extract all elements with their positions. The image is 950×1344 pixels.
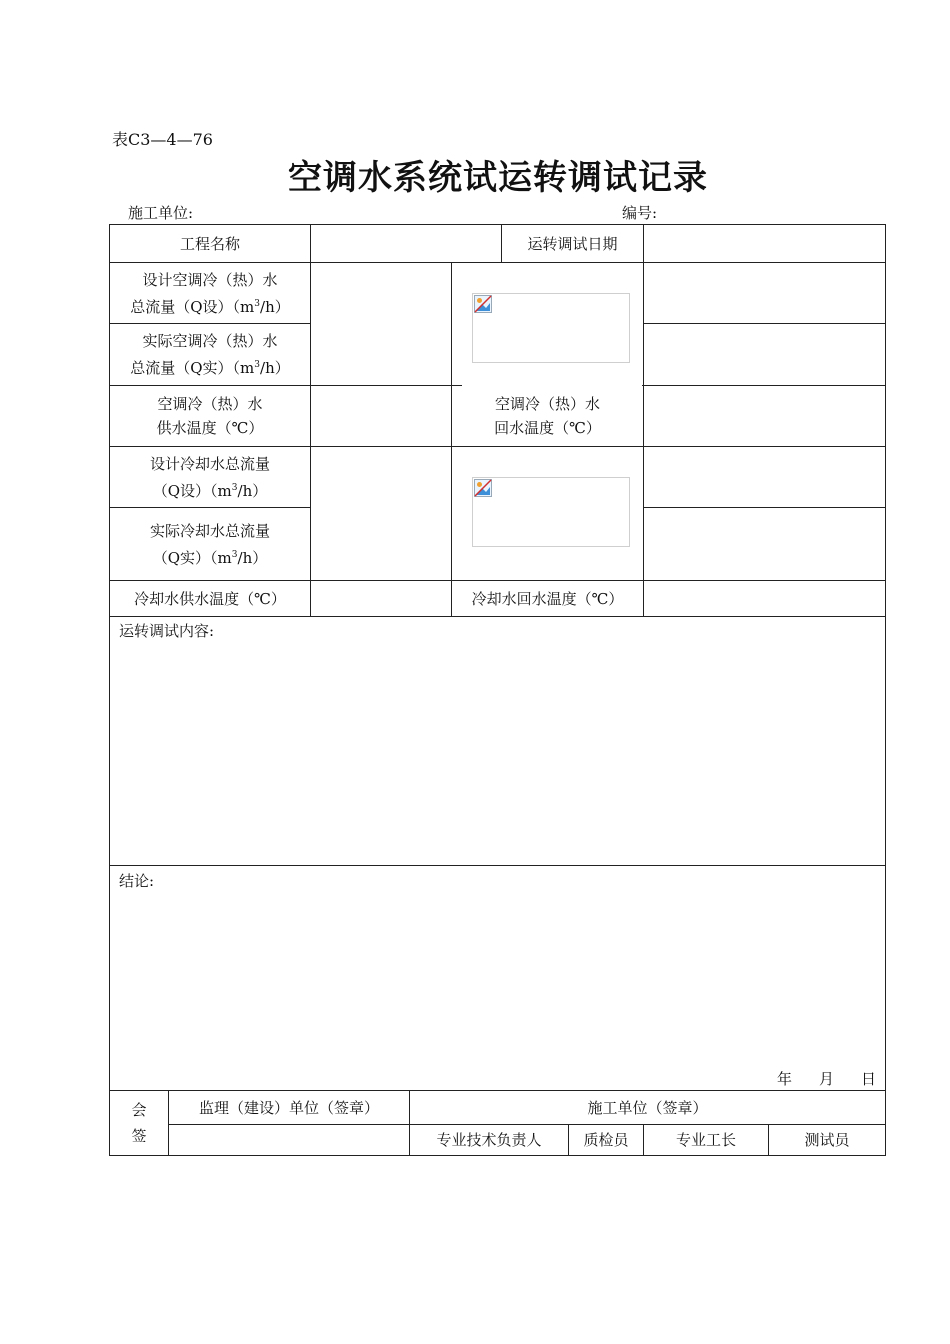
broken-image-placeholder [472,477,630,547]
tester-label: 测试员 [804,1131,850,1149]
supervision-unit-label: 监理（建设）单位（签章） [198,1098,379,1117]
foreman-label: 专业工长 [675,1131,736,1149]
page-title: 空调水系统试运转调试记录 [288,158,708,198]
design-hvac-flow-label: 设计空调冷（热）水 总流量（Q设）$(m^3/h)$ [130,270,290,316]
date-month: 月 [819,1070,835,1088]
cooling-return-temp-label: 冷却水回水温度（℃） [471,589,624,608]
technical-lead-label: 专业技术负责人 [436,1131,542,1149]
test-content-label: 运转调试内容: [119,622,215,640]
number-label: 编号: [622,204,658,222]
construction-unit-seal-label: 施工单位（签章） [587,1098,708,1117]
form-code: 表C3—4—76 [112,130,213,149]
actual-cooling-flow-label: 实际冷却水总流量 （Q实）$(m^3/h)$ [149,521,270,567]
return-temp-label: 空调冷（热）水 回水温度（℃） [494,395,601,437]
broken-image-icon [474,295,492,313]
design-cooling-flow-label: 设计冷却水总流量 （Q设）$(m^3/h)$ [149,454,270,500]
broken-image-placeholder [472,293,630,363]
project-name-label: 工程名称 [179,234,240,253]
quality-inspector-label: 质检员 [583,1131,629,1149]
date-day: 日 [861,1070,877,1088]
cooling-supply-temp-label: 冷却水供水温度（℃） [134,589,286,608]
supply-temp-label: 空调冷（热）水 供水温度（℃） [156,395,264,437]
broken-image-icon [474,479,492,497]
date-year: 年 [777,1070,793,1088]
conclusion-label: 结论: [119,872,155,890]
countersign-label: 会 签 [131,1101,147,1145]
construction-unit-label: 施工单位: [128,204,194,222]
test-date-label: 运转调试日期 [527,234,618,253]
actual-hvac-flow-label: 实际空调冷（热）水 总流量（Q实）$(m^3/h)$ [130,332,290,377]
